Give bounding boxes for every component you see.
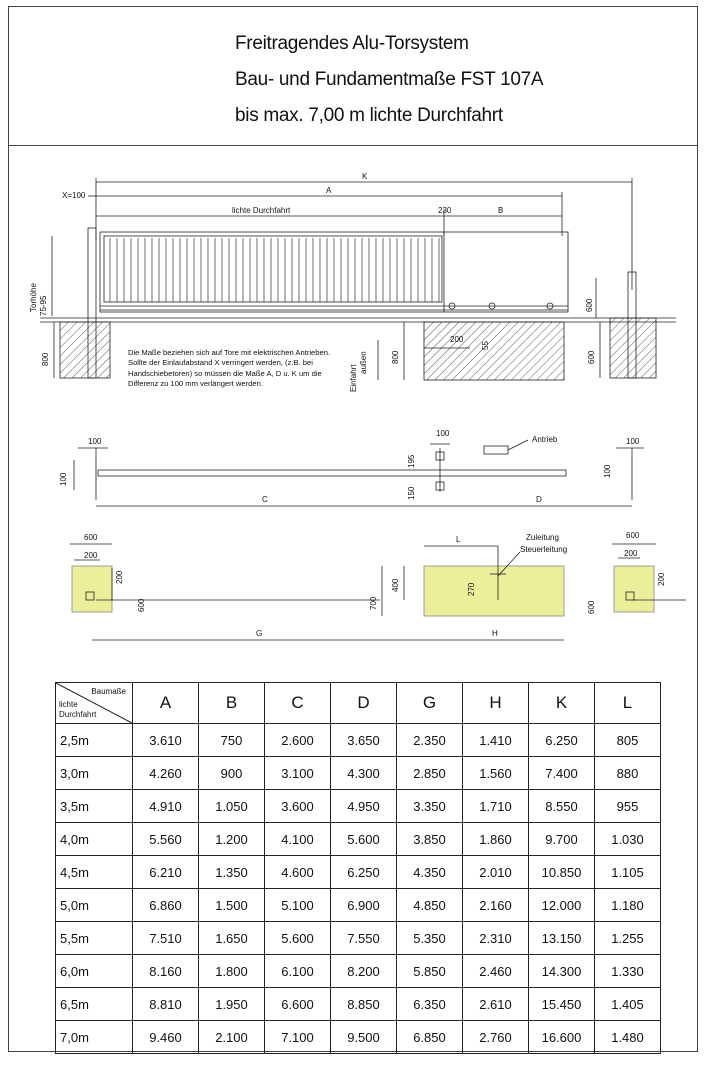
table-cell: 2.600: [265, 724, 331, 757]
row-header-durchfahrt: 3,0m: [56, 757, 133, 790]
steuerleitung-label: Steuerleitung: [520, 545, 568, 554]
table-cell: 9.700: [529, 823, 595, 856]
torhoehe-label: Torhöhe: [29, 283, 38, 312]
table-cell: 1.860: [463, 823, 529, 856]
table-cell: 2.160: [463, 889, 529, 922]
table-cell: 16.600: [529, 1021, 595, 1054]
table-cell: 3.600: [265, 790, 331, 823]
table-cell: 3.350: [397, 790, 463, 823]
table-cell: 6.100: [265, 955, 331, 988]
table-cell: 1.200: [199, 823, 265, 856]
table-cell: 6.900: [331, 889, 397, 922]
table-cell: 2.760: [463, 1021, 529, 1054]
table-cell: 7.550: [331, 922, 397, 955]
table-cell: 4.950: [331, 790, 397, 823]
table-cell: 1.330: [595, 955, 661, 988]
found-left-200-v: 200: [115, 570, 124, 584]
col-header-k: K: [529, 683, 595, 724]
table-row: [56, 1021, 661, 1054]
dim-195: 195: [407, 454, 416, 468]
table-cell: 1.405: [595, 988, 661, 1021]
table-row: [56, 922, 661, 955]
dim-label-k: K: [362, 172, 368, 181]
table-cell: 8.550: [529, 790, 595, 823]
found-right-200-v: 200: [657, 572, 666, 586]
dim-label-g: G: [256, 629, 263, 638]
table-row: [56, 790, 661, 823]
dim-l: L: [456, 535, 461, 544]
row-header-durchfahrt: 6,5m: [56, 988, 133, 1021]
table-cell: 10.850: [529, 856, 595, 889]
row-header-durchfahrt: 4,5m: [56, 856, 133, 889]
row-header-durchfahrt: 5,5m: [56, 922, 133, 955]
found-right-200: 200: [624, 549, 638, 558]
found-left-200: 200: [84, 551, 98, 560]
col-header-b: B: [199, 683, 265, 724]
dimension-table: [55, 682, 661, 1054]
table-cell: 8.160: [133, 955, 199, 988]
row-header-durchfahrt: 4,0m: [56, 823, 133, 856]
table-cell: 8.850: [331, 988, 397, 1021]
dim-100-left-v: 100: [59, 472, 68, 486]
row-header-durchfahrt: 2,5m: [56, 724, 133, 757]
table-cell: 7.100: [265, 1021, 331, 1054]
foundation-plan: [70, 531, 686, 640]
table-cell: 5.850: [397, 955, 463, 988]
table-cell: 2.610: [463, 988, 529, 1021]
dim-400: 400: [391, 578, 400, 592]
table-cell: 1.560: [463, 757, 529, 790]
table-cell: 6.210: [133, 856, 199, 889]
col-header-l: L: [595, 683, 661, 724]
table-row: [56, 889, 661, 922]
table-cell: 6.250: [529, 724, 595, 757]
table-cell: 6.850: [397, 1021, 463, 1054]
table-cell: 1.255: [595, 922, 661, 955]
table-cell: 4.910: [133, 790, 199, 823]
foundation-middle-plan: [424, 566, 564, 616]
table-row: [56, 856, 661, 889]
table-cell: 3.100: [265, 757, 331, 790]
table-cell: 1.050: [199, 790, 265, 823]
dim-label-230: 230: [438, 206, 452, 215]
table-row: [56, 757, 661, 790]
torhoehe-value: 75-95: [39, 295, 48, 316]
table-cell: 3.650: [331, 724, 397, 757]
table-row: [56, 823, 661, 856]
table-cell: 2.100: [199, 1021, 265, 1054]
row-header-durchfahrt: 6,0m: [56, 955, 133, 988]
table-cell: 4.260: [133, 757, 199, 790]
table-cell: 1.030: [595, 823, 661, 856]
found-left-600-v: 600: [137, 598, 146, 612]
table-cell: 4.300: [331, 757, 397, 790]
col-header-a: A: [133, 683, 199, 724]
table-cell: 3.850: [397, 823, 463, 856]
antrieb-label: Antrieb: [532, 435, 558, 444]
dim-600-right: 600: [587, 350, 596, 364]
table-cell: 900: [199, 757, 265, 790]
found-right-600-v: 600: [587, 600, 596, 614]
table-cell: 2.350: [397, 724, 463, 757]
einfahrt-label: Einfahrt: [349, 364, 358, 392]
elevation-view: [29, 172, 676, 392]
table-corner-cell: [56, 683, 133, 724]
foundation-right-plan: [614, 566, 654, 612]
table-cell: 5.350: [397, 922, 463, 955]
table-cell: 5.600: [331, 823, 397, 856]
table-row: [56, 988, 661, 1021]
foundation-right: [610, 318, 656, 378]
gate-plan-profile: [98, 470, 566, 476]
table-cell: 2.850: [397, 757, 463, 790]
dim-label-h: H: [492, 629, 498, 638]
corner-bottom-line2: Durchfahrt: [59, 710, 97, 719]
aussen-label: außen: [359, 351, 368, 374]
dimension-note: Die Maße beziehen sich auf Tore mit elektrischen Antrieben. Sollte der Einlaufabstand X verringert werden, (z.B. bei Handschiebetoren) so müssen die Maße A, D u. K um die Differenz zu 100 mm verlängert werden.: [128, 348, 331, 389]
table-cell: 9.500: [331, 1021, 397, 1054]
dim-700: 700: [369, 596, 378, 610]
dim-800-mid: 800: [391, 350, 400, 364]
foundation-middle: [424, 322, 564, 380]
table-cell: 4.850: [397, 889, 463, 922]
col-header-h: H: [463, 683, 529, 724]
table-cell: 14.300: [529, 955, 595, 988]
table-cell: 1.950: [199, 988, 265, 1021]
corner-bottom-label: [59, 700, 96, 720]
table-cell: 8.200: [331, 955, 397, 988]
table-cell: 2.460: [463, 955, 529, 988]
table-cell: 7.400: [529, 757, 595, 790]
dim-270: 270: [467, 582, 476, 596]
corner-bottom-line1: lichte: [59, 700, 78, 709]
row-header-durchfahrt: 7,0m: [56, 1021, 133, 1054]
table-cell: 2.310: [463, 922, 529, 955]
table-cell: 805: [595, 724, 661, 757]
table-cell: 6.860: [133, 889, 199, 922]
table-cell: 1.410: [463, 724, 529, 757]
table-cell: 6.350: [397, 988, 463, 1021]
dim-800-left: 800: [41, 352, 50, 366]
table-cell: 3.610: [133, 724, 199, 757]
dim-100-left: 100: [88, 437, 102, 446]
table-cell: 5.600: [265, 922, 331, 955]
table-cell: 6.250: [331, 856, 397, 889]
found-left-600: 600: [84, 533, 98, 542]
gate-bars: [110, 238, 439, 302]
dim-600-right-top: 600: [585, 298, 594, 312]
table-cell: 1.800: [199, 955, 265, 988]
dim-label-x: X=100: [62, 191, 86, 200]
col-header-d: D: [331, 683, 397, 724]
table-cell: 4.100: [265, 823, 331, 856]
dim-label-lichte: lichte Durchfahrt: [232, 206, 291, 215]
table-cell: 8.810: [133, 988, 199, 1021]
dim-label-b: B: [498, 206, 504, 215]
dim-label-a: A: [326, 186, 332, 195]
foundation-left: [60, 322, 110, 378]
dimension-table-wrap: [55, 682, 661, 1054]
table-cell: 15.450: [529, 988, 595, 1021]
dim-label-c: C: [262, 495, 268, 504]
dim-55: 55: [481, 341, 490, 350]
foundation-left-plan: [72, 566, 112, 612]
col-header-g: G: [397, 683, 463, 724]
table-cell: 2.010: [463, 856, 529, 889]
dim-100-right-v: 100: [603, 464, 612, 478]
table-cell: 6.600: [265, 988, 331, 1021]
table-cell: 4.350: [397, 856, 463, 889]
gate-infill: [104, 236, 442, 302]
col-header-c: C: [265, 683, 331, 724]
table-cell: 5.560: [133, 823, 199, 856]
table-cell: 7.510: [133, 922, 199, 955]
corner-top-label: Baumaße: [91, 687, 126, 696]
table-cell: 1.650: [199, 922, 265, 955]
row-header-durchfahrt: 3,5m: [56, 790, 133, 823]
table-cell: 5.100: [265, 889, 331, 922]
table-cell: 1.500: [199, 889, 265, 922]
table-cell: 955: [595, 790, 661, 823]
drive-unit: [484, 446, 508, 454]
dim-200: 200: [450, 335, 464, 344]
table-cell: 750: [199, 724, 265, 757]
table-cell: 1.350: [199, 856, 265, 889]
table-header-row: [56, 683, 661, 724]
dim-100-mid: 100: [436, 429, 450, 438]
table-cell: 880: [595, 757, 661, 790]
table-body: [56, 724, 661, 1054]
zuleitung-label: Zuleitung: [526, 533, 559, 542]
table-cell: 1.180: [595, 889, 661, 922]
title-line-3: bis max. 7,00 m lichte Durchfahrt: [235, 105, 503, 126]
table-cell: 1.105: [595, 856, 661, 889]
table-cell: 4.600: [265, 856, 331, 889]
found-right-600: 600: [626, 531, 640, 540]
row-header-durchfahrt: 5,0m: [56, 889, 133, 922]
dim-label-d: D: [536, 495, 542, 504]
dim-100-right: 100: [626, 437, 640, 446]
table-cell: 12.000: [529, 889, 595, 922]
table-row: [56, 955, 661, 988]
dim-150: 150: [407, 486, 416, 500]
table-cell: 13.150: [529, 922, 595, 955]
plan-view: [59, 429, 644, 506]
table-cell: 1.480: [595, 1021, 661, 1054]
title-line-1: Freitragendes Alu-Torsystem: [235, 33, 469, 54]
table-cell: 9.460: [133, 1021, 199, 1054]
title-line-2: Bau- und Fundamentmaße FST 107A: [235, 69, 544, 90]
table-cell: 1.710: [463, 790, 529, 823]
table-row: [56, 724, 661, 757]
